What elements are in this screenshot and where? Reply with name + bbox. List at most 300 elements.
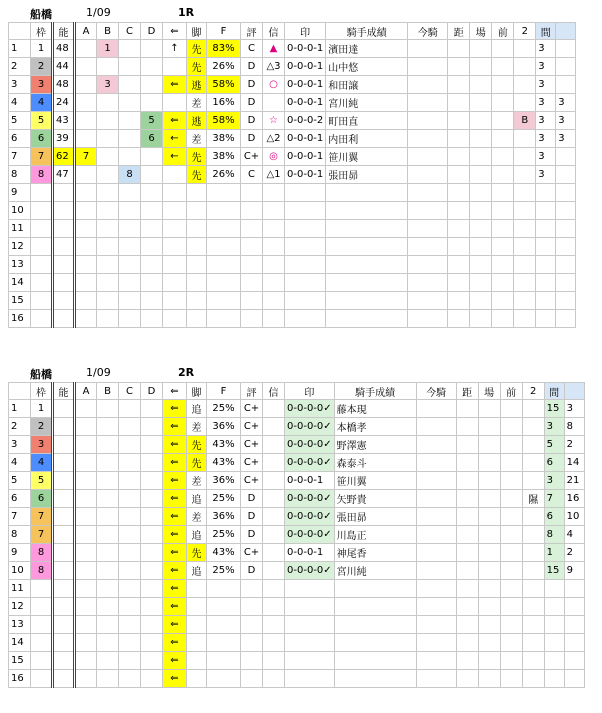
table-cell xyxy=(514,130,536,148)
table-cell: ⇐ xyxy=(163,454,187,472)
table-cell xyxy=(408,94,448,112)
table-row[interactable] xyxy=(9,220,576,238)
table-cell xyxy=(97,400,119,418)
table-cell: 14 xyxy=(564,454,584,472)
table-cell xyxy=(536,256,556,274)
table-cell xyxy=(470,130,492,148)
table-cell xyxy=(97,292,119,310)
table-cell xyxy=(492,256,514,274)
table-cell xyxy=(141,148,163,166)
table-cell: 5 xyxy=(31,112,53,130)
table-cell xyxy=(556,220,576,238)
table-cell: ⇐ xyxy=(163,562,187,580)
table-cell xyxy=(564,634,584,652)
table-cell: 宮川純 xyxy=(334,562,416,580)
table-cell xyxy=(326,310,408,328)
table-row[interactable] xyxy=(9,130,576,148)
table-cell xyxy=(556,184,576,202)
table-cell xyxy=(75,256,97,274)
table-cell: ⇐ xyxy=(163,400,187,418)
table-cell: 追 xyxy=(187,490,207,508)
table-cell: ⇐ xyxy=(163,436,187,454)
table-cell: 3 xyxy=(9,76,31,94)
table-cell xyxy=(207,220,241,238)
table-cell xyxy=(53,238,75,256)
table-row[interactable] xyxy=(9,202,576,220)
table-cell xyxy=(75,526,97,544)
table-cell xyxy=(564,580,584,598)
table-row[interactable] xyxy=(9,184,576,202)
table-cell xyxy=(285,256,326,274)
table-cell xyxy=(334,598,416,616)
table-cell: 26% xyxy=(207,166,241,184)
table-cell xyxy=(263,310,285,328)
table-cell xyxy=(163,94,187,112)
table-cell xyxy=(556,148,576,166)
table-row[interactable] xyxy=(9,148,576,166)
table-cell xyxy=(75,472,97,490)
header-row xyxy=(9,23,576,40)
table-cell: ⇐ xyxy=(163,652,187,670)
table-cell xyxy=(514,310,536,328)
table-row[interactable] xyxy=(9,454,585,472)
table-row[interactable] xyxy=(9,670,585,688)
table-cell xyxy=(207,274,241,292)
table-cell: 0-0-0-0✓ xyxy=(285,508,335,526)
table-cell xyxy=(31,256,53,274)
table-cell: 4 xyxy=(9,94,31,112)
table-row[interactable] xyxy=(9,310,576,328)
table-cell: 0-0-0-1 xyxy=(285,130,326,148)
table-cell: ↑ xyxy=(163,40,187,58)
column-header: ⇐ xyxy=(163,23,187,40)
table-cell: 16 xyxy=(9,670,31,688)
table-cell xyxy=(187,310,207,328)
table-cell xyxy=(326,256,408,274)
table-cell: 8 xyxy=(544,526,564,544)
date-label: 1/09 xyxy=(86,6,111,19)
column-header: 場 xyxy=(470,23,492,40)
table-cell xyxy=(53,418,75,436)
table-cell xyxy=(408,202,448,220)
table-cell xyxy=(263,526,285,544)
table-cell xyxy=(408,220,448,238)
table-cell: 6 xyxy=(9,490,31,508)
table-cell xyxy=(492,112,514,130)
table-cell xyxy=(522,400,544,418)
table-cell xyxy=(263,274,285,292)
table-cell xyxy=(141,454,163,472)
table-cell xyxy=(263,580,285,598)
table-cell xyxy=(163,238,187,256)
column-header: F xyxy=(207,23,241,40)
table-cell: 48 xyxy=(53,40,75,58)
table-cell xyxy=(119,634,141,652)
table-cell xyxy=(470,40,492,58)
table-cell: 0-0-0-2 xyxy=(285,112,326,130)
table-cell xyxy=(241,652,263,670)
table-cell: 山中悠 xyxy=(326,58,408,76)
table-row[interactable] xyxy=(9,562,585,580)
table-cell: 野澤憲 xyxy=(334,436,416,454)
table-row[interactable] xyxy=(9,112,576,130)
venue-label: 船橋 xyxy=(30,8,52,21)
table-row[interactable] xyxy=(9,616,585,634)
table-cell xyxy=(522,436,544,454)
table-cell xyxy=(263,490,285,508)
table-cell: 11 xyxy=(9,580,31,598)
table-cell xyxy=(241,310,263,328)
table-cell: 先 xyxy=(187,454,207,472)
table-cell xyxy=(492,148,514,166)
table-cell: 16 xyxy=(9,310,31,328)
column-header: 評 xyxy=(241,23,263,40)
table-cell xyxy=(416,436,456,454)
table-cell xyxy=(556,238,576,256)
table-cell xyxy=(416,526,456,544)
table-cell xyxy=(478,634,500,652)
table-cell xyxy=(141,256,163,274)
table-cell xyxy=(75,562,97,580)
table-cell xyxy=(53,508,75,526)
table-cell xyxy=(31,202,53,220)
column-header: 前 xyxy=(500,383,522,400)
table-cell xyxy=(241,184,263,202)
table-cell: 48 xyxy=(53,76,75,94)
table-row[interactable] xyxy=(9,580,585,598)
table-cell xyxy=(75,166,97,184)
column-header xyxy=(9,383,31,400)
table-row[interactable] xyxy=(9,94,576,112)
table-cell: ⇐ xyxy=(163,490,187,508)
table-cell: 3 xyxy=(564,400,584,418)
table-cell xyxy=(285,616,335,634)
table-cell xyxy=(326,202,408,220)
table-cell xyxy=(514,94,536,112)
table-cell xyxy=(119,652,141,670)
table-cell: 25% xyxy=(207,490,241,508)
table-cell xyxy=(31,310,53,328)
table-cell xyxy=(470,58,492,76)
table-cell: 13 xyxy=(9,256,31,274)
table-cell xyxy=(416,580,456,598)
table-cell xyxy=(207,634,241,652)
table-cell: 川島正 xyxy=(334,526,416,544)
table-cell: 13 xyxy=(9,616,31,634)
table-cell xyxy=(416,634,456,652)
table-cell xyxy=(141,562,163,580)
table-cell: 14 xyxy=(9,634,31,652)
table-cell xyxy=(263,202,285,220)
table-row[interactable] xyxy=(9,274,576,292)
table-cell: 0-0-0-0✓ xyxy=(285,436,335,454)
table-cell: 差 xyxy=(187,130,207,148)
table-cell xyxy=(53,490,75,508)
table-cell: 26% xyxy=(207,58,241,76)
table-cell xyxy=(456,472,478,490)
table-cell xyxy=(53,526,75,544)
table-cell xyxy=(207,670,241,688)
table-cell xyxy=(119,562,141,580)
table-cell xyxy=(536,202,556,220)
table-row[interactable] xyxy=(9,436,585,454)
table-cell: 0-0-0-1 xyxy=(285,94,326,112)
table-cell xyxy=(263,544,285,562)
table-cell xyxy=(500,562,522,580)
table-row[interactable] xyxy=(9,256,576,274)
table-cell xyxy=(75,490,97,508)
table-cell xyxy=(334,670,416,688)
table-cell xyxy=(456,544,478,562)
table-cell: ⇐ xyxy=(163,580,187,598)
table-cell xyxy=(141,652,163,670)
table-cell xyxy=(478,490,500,508)
table-cell: 1 xyxy=(544,544,564,562)
table-cell xyxy=(163,220,187,238)
table-row[interactable] xyxy=(9,490,585,508)
table-cell: ⇐ xyxy=(163,112,187,130)
table-cell xyxy=(53,436,75,454)
table-cell xyxy=(470,148,492,166)
table-row[interactable] xyxy=(9,400,585,418)
table-cell: D xyxy=(241,112,263,130)
table-cell: 3 xyxy=(544,418,564,436)
column-header: 評 xyxy=(241,383,263,400)
table-cell xyxy=(285,652,335,670)
table-cell xyxy=(448,202,470,220)
table-cell xyxy=(478,598,500,616)
table-cell xyxy=(141,436,163,454)
table-cell xyxy=(75,652,97,670)
table-cell xyxy=(536,292,556,310)
table-cell xyxy=(53,562,75,580)
table-cell xyxy=(334,580,416,598)
table-cell xyxy=(97,256,119,274)
table-row[interactable] xyxy=(9,526,585,544)
table-cell xyxy=(456,670,478,688)
table-cell xyxy=(478,616,500,634)
table-cell xyxy=(75,580,97,598)
table-cell xyxy=(241,256,263,274)
table-cell xyxy=(241,598,263,616)
table-cell xyxy=(241,202,263,220)
table-row[interactable] xyxy=(9,652,585,670)
table-row[interactable] xyxy=(9,472,585,490)
table-row[interactable] xyxy=(9,40,576,58)
table-cell xyxy=(416,472,456,490)
table-cell: 25% xyxy=(207,526,241,544)
table-cell xyxy=(416,562,456,580)
table-cell xyxy=(564,652,584,670)
table-cell: 3 xyxy=(536,166,556,184)
table-cell: 8 xyxy=(564,418,584,436)
table-cell xyxy=(263,508,285,526)
table-cell: 0-0-0-1 xyxy=(285,76,326,94)
table-cell xyxy=(207,202,241,220)
table-cell xyxy=(416,418,456,436)
table-cell: 3 xyxy=(536,148,556,166)
table-cell: 47 xyxy=(53,166,75,184)
table-cell: 0-0-0-1 xyxy=(285,40,326,58)
table-cell xyxy=(207,256,241,274)
table-cell xyxy=(522,472,544,490)
table-cell xyxy=(241,634,263,652)
table-cell xyxy=(187,670,207,688)
table-cell xyxy=(31,238,53,256)
table-row[interactable] xyxy=(9,598,585,616)
table-cell xyxy=(207,292,241,310)
table-cell xyxy=(141,238,163,256)
table-cell: 4 xyxy=(9,454,31,472)
table-row[interactable] xyxy=(9,166,576,184)
table-cell xyxy=(536,310,556,328)
table-cell xyxy=(492,58,514,76)
table-cell xyxy=(408,238,448,256)
table-cell xyxy=(448,130,470,148)
table-cell: ☆ xyxy=(263,112,285,130)
table-cell: 38% xyxy=(207,130,241,148)
table-cell xyxy=(119,184,141,202)
column-header: 枠 xyxy=(31,383,53,400)
table-cell xyxy=(514,184,536,202)
table-cell: 1 xyxy=(9,400,31,418)
table-cell xyxy=(187,598,207,616)
table-cell: 5 xyxy=(141,112,163,130)
table-cell xyxy=(75,436,97,454)
table-cell: 4 xyxy=(31,454,53,472)
table-cell xyxy=(263,472,285,490)
table-cell xyxy=(470,256,492,274)
table-row[interactable] xyxy=(9,58,576,76)
table-row[interactable] xyxy=(9,508,585,526)
table-cell: 5 xyxy=(31,472,53,490)
table-cell xyxy=(478,544,500,562)
table-cell xyxy=(53,274,75,292)
table-cell: 濱田達 xyxy=(326,40,408,58)
table-row[interactable] xyxy=(9,418,585,436)
table-row[interactable] xyxy=(9,544,585,562)
table-cell: 6 xyxy=(544,508,564,526)
table-cell: 38% xyxy=(207,148,241,166)
table-cell xyxy=(53,544,75,562)
table-cell xyxy=(241,292,263,310)
table-cell: 36% xyxy=(207,472,241,490)
table-cell xyxy=(500,436,522,454)
table-cell: 町田直 xyxy=(326,112,408,130)
table-cell xyxy=(522,454,544,472)
table-cell: 6 xyxy=(544,454,564,472)
table-cell xyxy=(514,58,536,76)
table-cell: ○ xyxy=(263,76,285,94)
table-cell: ⇐ xyxy=(163,472,187,490)
table-row[interactable] xyxy=(9,634,585,652)
table-cell xyxy=(536,238,556,256)
table-cell xyxy=(556,292,576,310)
table-cell xyxy=(408,76,448,94)
table-cell xyxy=(53,454,75,472)
table-cell xyxy=(141,670,163,688)
table-cell xyxy=(416,616,456,634)
table-cell: 先 xyxy=(187,148,207,166)
table-cell xyxy=(97,148,119,166)
table-cell xyxy=(448,184,470,202)
table-cell: 9 xyxy=(564,562,584,580)
table-cell xyxy=(522,616,544,634)
table-cell xyxy=(141,76,163,94)
table-cell xyxy=(31,184,53,202)
table-cell xyxy=(97,274,119,292)
table-cell: 58% xyxy=(207,76,241,94)
table-cell: 0-0-0-0✓ xyxy=(285,454,335,472)
table-cell xyxy=(285,292,326,310)
column-header: 騎手成績 xyxy=(334,383,416,400)
table-cell xyxy=(263,184,285,202)
table-cell xyxy=(456,508,478,526)
table-cell xyxy=(492,292,514,310)
table-cell xyxy=(241,616,263,634)
table-cell xyxy=(97,94,119,112)
table-cell: 0-0-0-1 xyxy=(285,148,326,166)
table-cell xyxy=(97,634,119,652)
table-row[interactable] xyxy=(9,238,576,256)
column-header: 能 xyxy=(53,383,75,400)
table-cell xyxy=(75,202,97,220)
column-header: ⇐ xyxy=(163,383,187,400)
table-cell xyxy=(187,220,207,238)
table-cell xyxy=(207,652,241,670)
table-cell: 0-0-0-0✓ xyxy=(285,400,335,418)
table-cell xyxy=(97,130,119,148)
table-cell xyxy=(326,292,408,310)
table-cell xyxy=(119,310,141,328)
table-cell: 和田譲 xyxy=(326,76,408,94)
table-cell xyxy=(470,292,492,310)
table-cell xyxy=(163,310,187,328)
table-cell: 24 xyxy=(53,94,75,112)
table-cell: ← xyxy=(163,130,187,148)
table-cell xyxy=(478,580,500,598)
table-cell: D xyxy=(241,490,263,508)
column-header: D xyxy=(141,383,163,400)
table-cell xyxy=(456,400,478,418)
table-cell xyxy=(263,670,285,688)
table-cell xyxy=(187,634,207,652)
table-row[interactable] xyxy=(9,292,576,310)
table-cell xyxy=(556,76,576,94)
table-cell xyxy=(448,94,470,112)
table-cell: 3 xyxy=(9,436,31,454)
table-cell: 6 xyxy=(31,490,53,508)
table-row[interactable] xyxy=(9,76,576,94)
table-cell xyxy=(263,238,285,256)
table-cell xyxy=(141,634,163,652)
table-cell: 3 xyxy=(544,472,564,490)
table-cell: 3 xyxy=(97,76,119,94)
table-cell xyxy=(456,436,478,454)
table-cell xyxy=(408,130,448,148)
table-cell xyxy=(448,76,470,94)
table-cell xyxy=(556,274,576,292)
table-cell xyxy=(241,238,263,256)
race-table-2 xyxy=(8,382,585,688)
table-cell xyxy=(514,220,536,238)
table-cell: 差 xyxy=(187,94,207,112)
table-cell: 0-0-0-0✓ xyxy=(285,562,335,580)
table-cell xyxy=(53,256,75,274)
table-cell xyxy=(456,598,478,616)
table-cell xyxy=(53,292,75,310)
table-cell xyxy=(207,184,241,202)
